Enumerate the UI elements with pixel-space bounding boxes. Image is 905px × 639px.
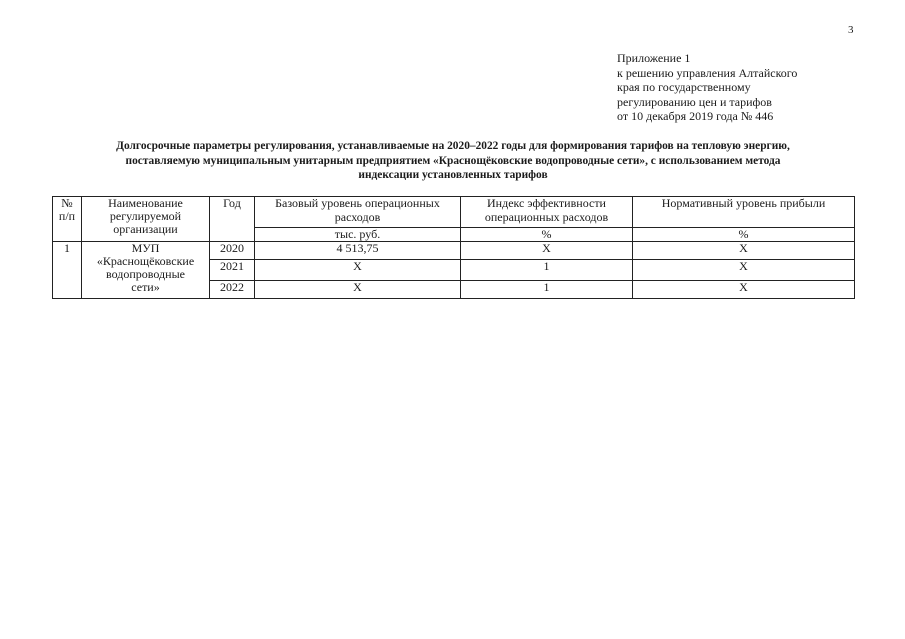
org-line: МУП	[131, 241, 160, 255]
cell-index: Х	[461, 242, 633, 260]
header-base-line: расходов	[334, 209, 381, 224]
cell-index: 1	[461, 281, 633, 299]
unit-base: тыс. руб.	[255, 228, 461, 242]
header-profit: Нормативный уровень прибыли	[633, 197, 855, 228]
header-org-line: Наименование	[108, 196, 183, 210]
header-year: Год	[210, 197, 255, 242]
parameters-table	[52, 196, 855, 299]
header-index-line: Индекс эффективности	[487, 196, 606, 210]
appendix-line: Приложение 1	[617, 51, 691, 65]
cell-profit: Х	[633, 281, 855, 299]
header-org-line: организации	[113, 222, 178, 236]
cell-base: Х	[255, 260, 461, 281]
unit-profit: %	[633, 228, 855, 242]
page-number: 3	[848, 24, 854, 36]
header-num	[53, 197, 82, 242]
cell-year: 2022	[210, 281, 255, 299]
cell-base: 4 513,75	[255, 242, 461, 260]
org-line: сети»	[131, 280, 160, 294]
header-num-line: п/п	[58, 209, 76, 223]
appendix-block	[617, 51, 797, 124]
cell-year: 2021	[210, 260, 255, 281]
table-header-row	[53, 197, 855, 228]
row-number: 1	[53, 242, 82, 299]
header-index	[461, 197, 633, 228]
org-line: водопроводные	[106, 267, 185, 281]
org-line: «Краснощёковские	[96, 254, 195, 268]
header-base-line: Базовый уровень операционных	[275, 196, 440, 210]
header-num-line: №	[61, 196, 73, 210]
header-org-line: регулируемой	[109, 209, 182, 223]
document-title	[40, 139, 866, 183]
table-row	[53, 242, 855, 260]
appendix-line: края по государственному	[617, 80, 751, 95]
header-base	[255, 197, 461, 228]
appendix-line: к решению управления Алтайского	[617, 65, 798, 80]
appendix-line: от 10 декабря 2019 года № 446	[617, 109, 774, 124]
cell-index: 1	[461, 260, 633, 281]
cell-year: 2020	[210, 242, 255, 260]
title-line: поставляемую муниципальным унитарным предприятием «Краснощёковские водопроводные сети», с использованием метода	[125, 154, 781, 167]
cell-profit: Х	[633, 242, 855, 260]
organization-name	[82, 242, 210, 299]
title-line: Долгосрочные параметры регулирования, устанавливаемые на 2020–2022 годы для формирования тарифов на тепловую энергию,	[116, 140, 790, 152]
appendix-line: регулированию цен и тарифов	[617, 94, 772, 109]
title-line: индексации установленных тарифов	[358, 169, 548, 181]
cell-profit: Х	[633, 260, 855, 281]
header-index-line: операционных расходов	[484, 209, 609, 224]
cell-base: Х	[255, 281, 461, 299]
unit-index: %	[461, 228, 633, 242]
header-org	[82, 197, 210, 242]
